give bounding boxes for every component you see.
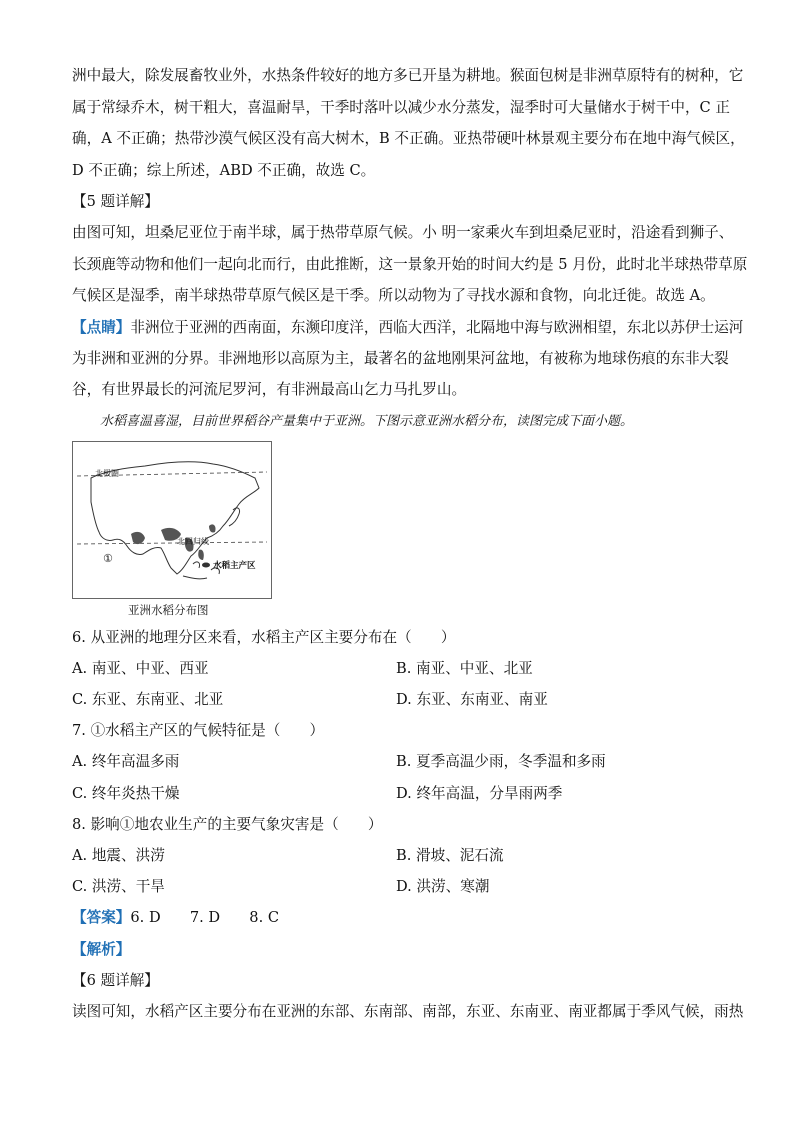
paragraph-line: 属于常绿乔木，树干粗大，喜温耐旱，干季时落叶以减少水分蒸发，湿季时可大量储水于树干中，C 正	[72, 99, 730, 116]
option-d: D. 终年高温，分旱雨两季	[396, 785, 563, 802]
legend-swatch	[202, 563, 210, 568]
paragraph-line: 由图可知，坦桑尼亚位于南半球，属于热带草原气候。小 明一家乘火车到坦桑尼亚时，沿途看到狮子、	[72, 224, 734, 241]
option-a: A. 地震、洪涝	[72, 847, 165, 864]
option-d: D. 洪涝、寒潮	[396, 878, 490, 895]
legend-label: 水稻主产区	[213, 561, 256, 571]
map-caption: 亚洲水稻分布图	[128, 603, 209, 617]
option-d: D. 东亚、东南亚、南亚	[396, 691, 548, 708]
paragraph-line: D 不正确；综上所述，ABD 不正确，故选 C。	[72, 162, 376, 179]
paragraph-line: 为非洲和亚洲的分界。非洲地形以高原为主，最著名的盆地刚果河盆地，有被称为地球伤痕的东非大裂	[72, 350, 729, 367]
paragraph-text: 非洲位于亚洲的西南面，东濒印度洋，西临大西洋，北隔地中海与欧洲相望，东北以苏伊士运河	[130, 319, 744, 336]
question-stem: 8. 影响①地农业生产的主要气象灾害是（ ）	[72, 816, 383, 833]
option-c: C. 洪涝、干旱	[72, 878, 165, 895]
option-c: C. 终年炎热干燥	[72, 785, 180, 802]
tropic-label: 北回归线	[177, 537, 209, 546]
dianjing-label: 【点睛】	[72, 319, 131, 336]
paragraph-line: 确，A 不正确；热带沙漠气候区没有高大树木，B 不正确。亚热带硬叶林景观主要分布在地中海气候区，	[72, 130, 745, 147]
option-b: B. 南亚、中亚、北亚	[396, 660, 533, 677]
paragraph-line: 气候区是湿季，南半球热带草原气候区是干季。所以动物为了寻找水源和食物，向北迁徙。故选 A。	[72, 287, 715, 304]
option-a: A. 终年高温多雨	[72, 753, 180, 770]
paragraph-line: 谷，有世界最长的河流尼罗河，有非洲最高山乞力马扎罗山。	[72, 381, 467, 398]
paragraph-line: 洲中最大，除发展畜牧业外，水热条件较好的地方多已开垦为耕地。猴面包树是非洲草原特有的树种，它	[72, 67, 744, 84]
question-stem: 7. ①水稻主产区的气候特征是（ ）	[72, 722, 325, 739]
question-stem: 6. 从亚洲的地理分区来看，水稻主产区主要分布在（ ）	[72, 629, 456, 646]
asia-map-drawing	[73, 442, 271, 598]
question-intro: 水稻喜温喜湿，目前世界稻谷产量集中于亚洲。下图示意亚洲水稻分布，读图完成下面小题。	[100, 414, 634, 429]
option-c: C. 东亚、东南亚、北亚	[72, 691, 224, 708]
asia-rice-map	[72, 441, 272, 599]
option-a: A. 南亚、中亚、西亚	[72, 660, 209, 677]
section-header-q5: 【5 题详解】	[72, 193, 159, 210]
answer-line	[72, 908, 279, 928]
analysis-label: 【解析】	[72, 941, 131, 958]
option-b: B. 滑坡、泥石流	[396, 847, 504, 864]
answer-label: 【答案】	[72, 909, 131, 926]
paragraph-line: 读图可知，水稻产区主要分布在亚洲的东部、东南部、南部，东亚、东南亚、南亚都属于季风气候，雨热	[72, 1003, 744, 1020]
answer-text: 6. D 7. D 8. C	[130, 909, 280, 926]
paragraph-line: 长颈鹿等动物和他们一起向北而行，由此推断，这一景象开始的时间大约是 5 月份，此时北半球热带草原	[72, 256, 748, 273]
section-header-q6: 【6 题详解】	[72, 972, 159, 989]
arctic-circle-label: 北极圈	[95, 469, 119, 478]
option-b: B. 夏季高温少雨，冬季温和多雨	[396, 753, 606, 770]
dianjing-line	[72, 318, 743, 338]
region-marker: ①	[103, 552, 113, 565]
